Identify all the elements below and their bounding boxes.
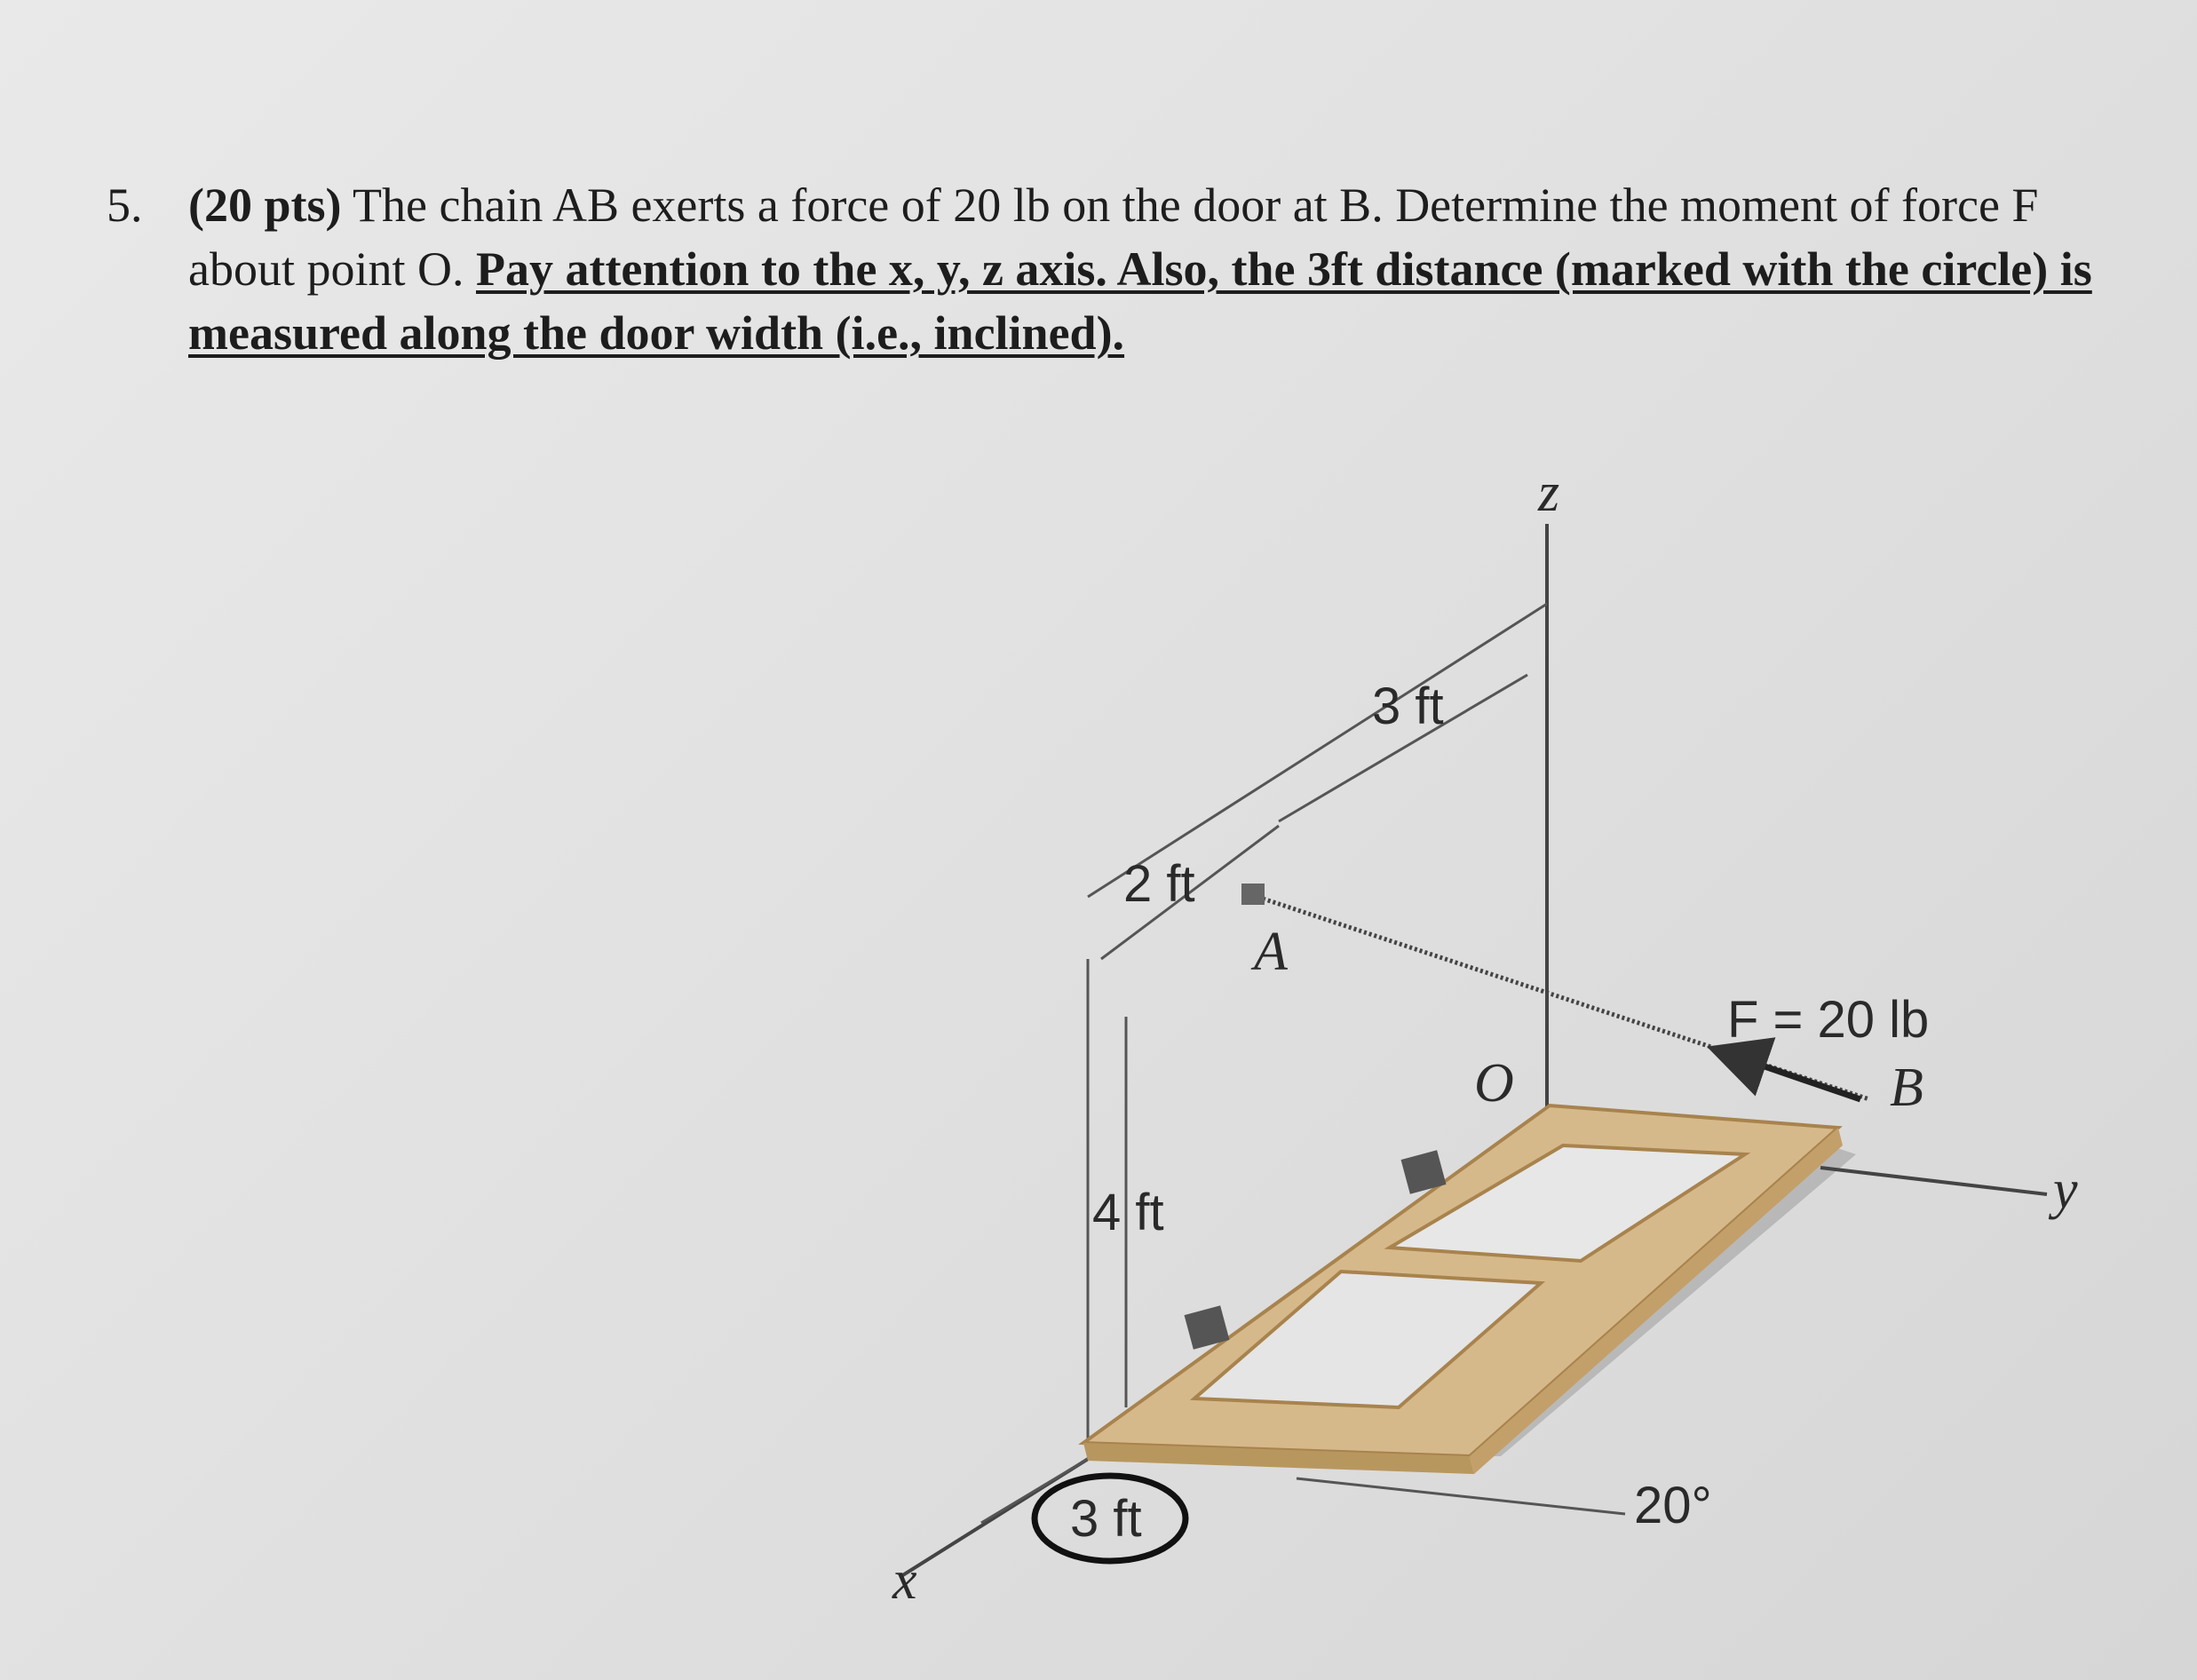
dimension-3ft-top-label: 3 ft <box>1372 678 1444 735</box>
force-label: F = 20 lb <box>1727 991 1930 1049</box>
chain-anchor-a <box>1241 884 1265 905</box>
angle-label: 20° <box>1634 1477 1712 1534</box>
point-b-label: B <box>1890 1058 1923 1118</box>
dimension-3ft-top-line <box>1088 604 1547 897</box>
x-axis-label: x <box>892 1550 917 1611</box>
dimension-3ft-circled-label: 3 ft <box>1070 1490 1142 1548</box>
problem-emphasis-note: Pay attention to the x, y, z axis. Also, the 3ft distance (marked with the circle) is measured along the door width (i.e., inclined). <box>188 242 2092 360</box>
problem-points: (20 pts) <box>188 178 342 232</box>
dimension-2ft-label: 2 ft <box>1123 855 1195 913</box>
dimension-4ft-label: 4 ft <box>1092 1184 1164 1241</box>
door <box>1083 1105 1843 1474</box>
problem-statement: The chain AB exerts a force of 20 lb on the door at B. Determine the moment of force F about point O. <box>188 178 2039 296</box>
point-a-label: A <box>1254 922 1288 982</box>
problem-number: 5. <box>107 178 143 232</box>
force-f-arrow <box>1736 1057 1860 1099</box>
y-axis-label: y <box>2053 1160 2078 1220</box>
z-axis-label: z <box>1538 463 1560 523</box>
point-o-label: O <box>1474 1053 1514 1113</box>
angle-reference-line <box>1297 1478 1625 1514</box>
y-axis-line <box>1820 1168 2047 1194</box>
